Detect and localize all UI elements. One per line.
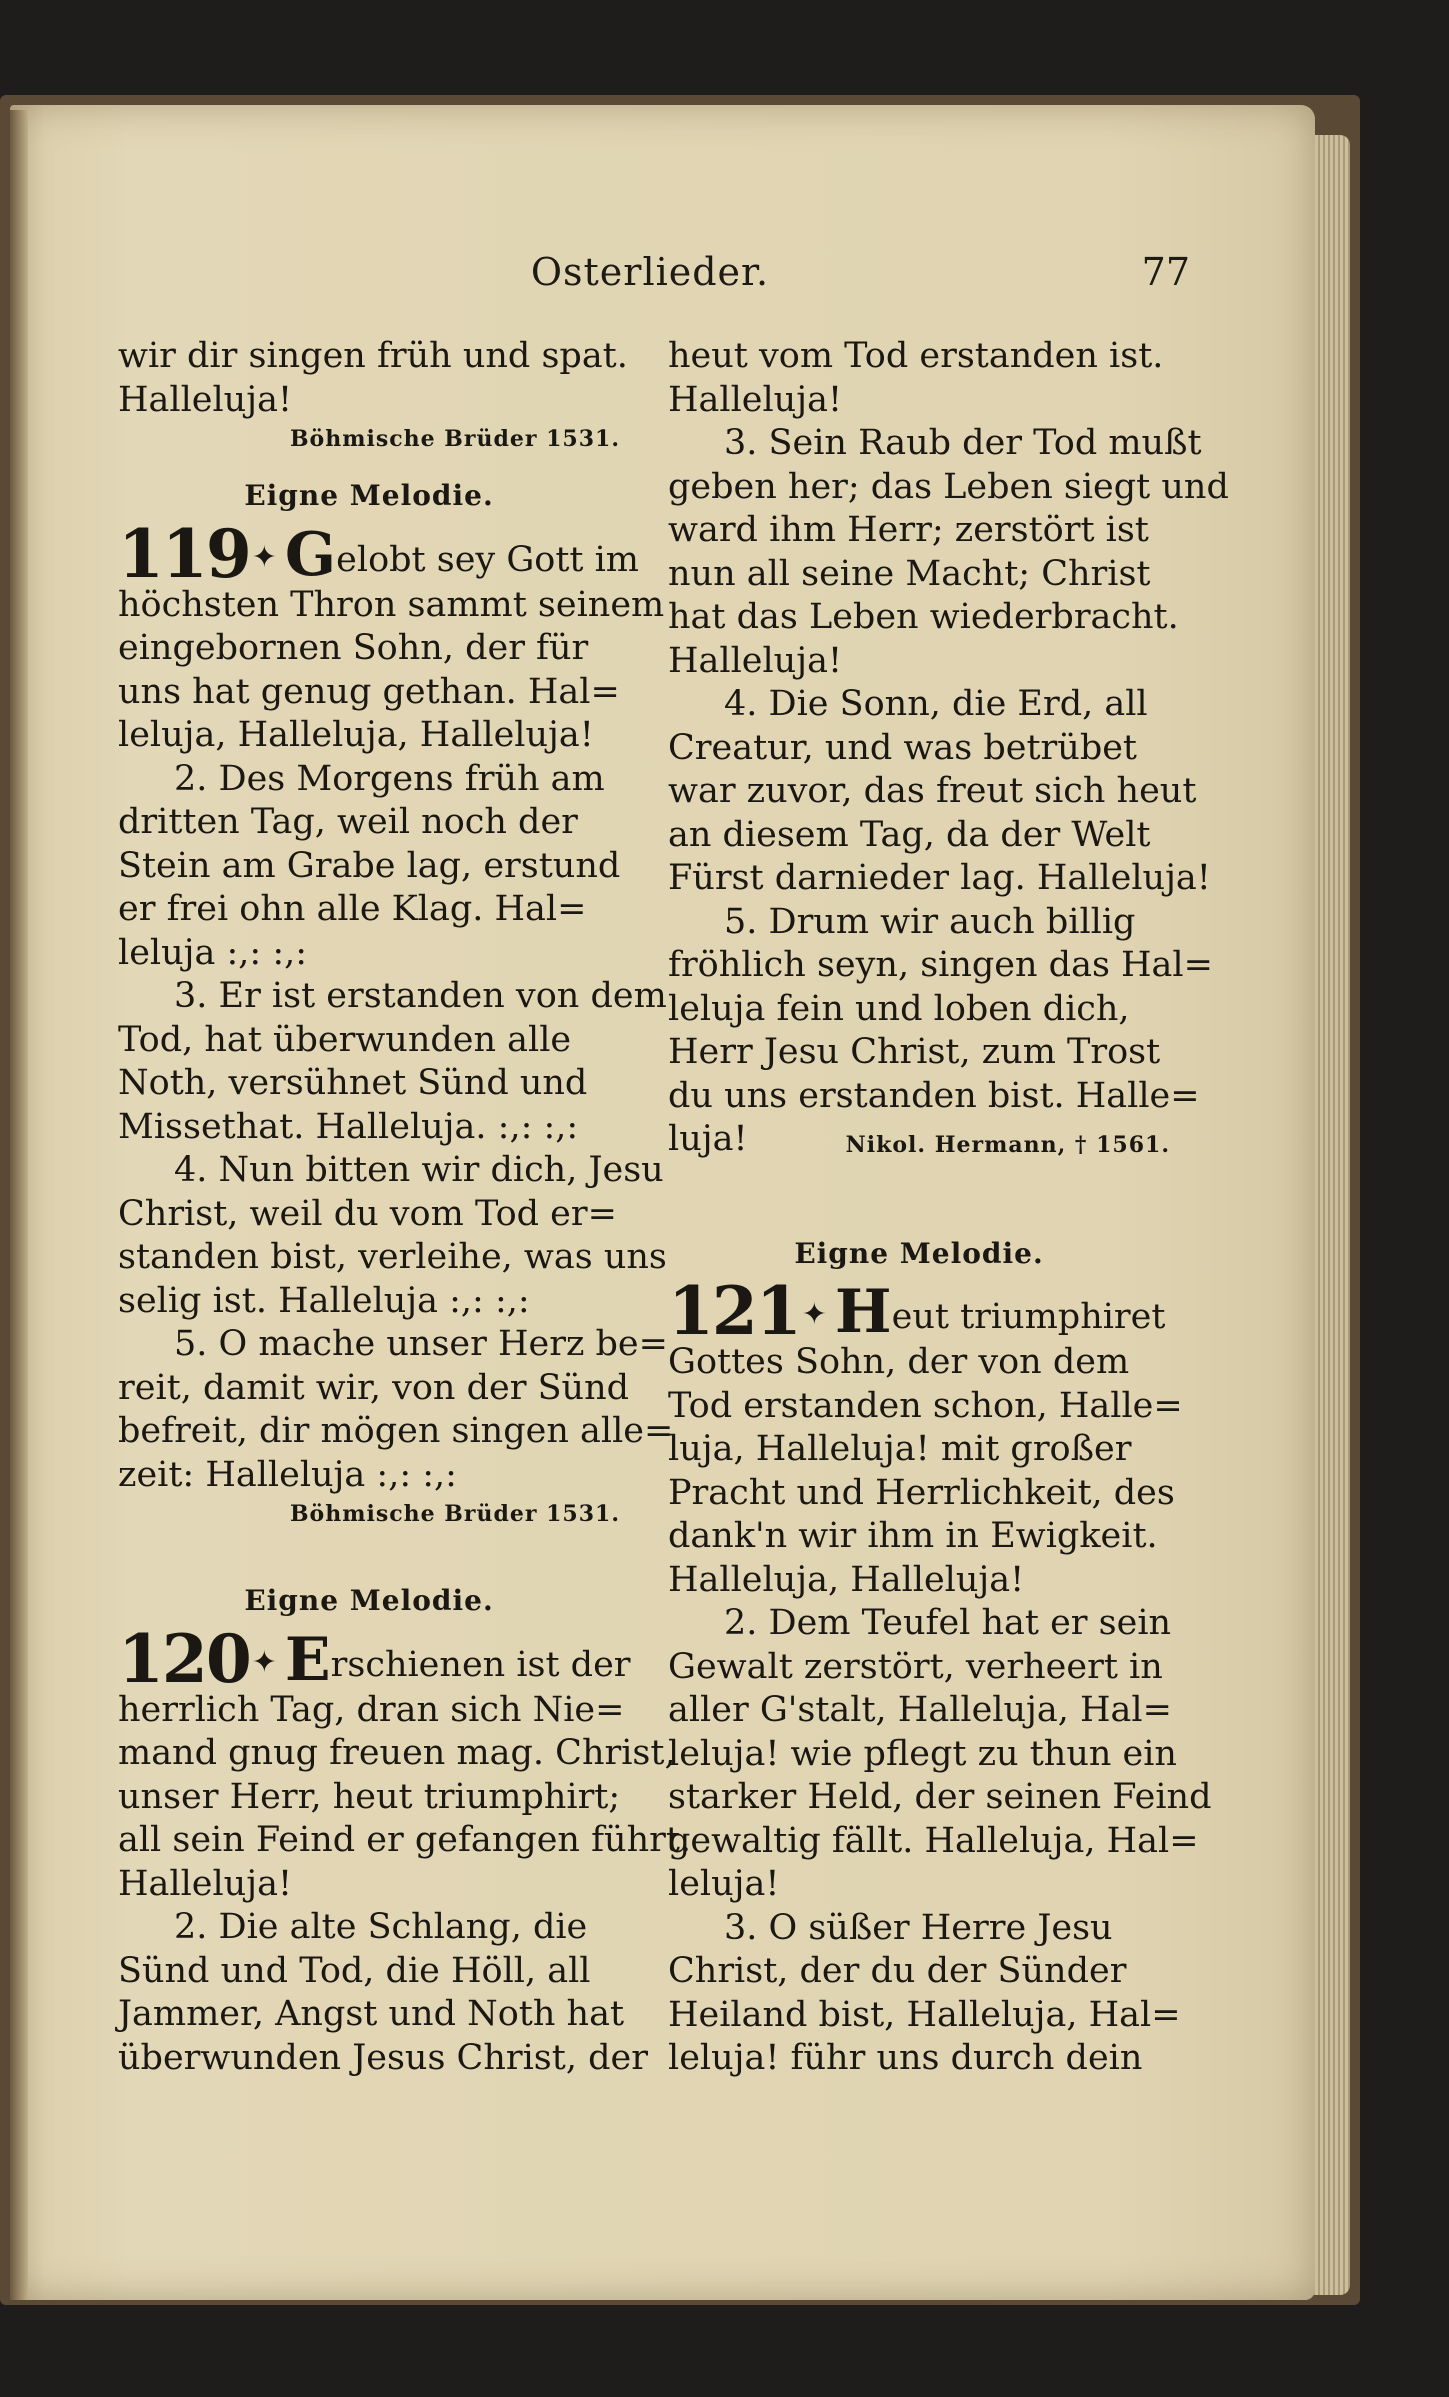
text-line: rschienen ist der [330,1644,631,1685]
text-line: war zuvor, das freut sich heut [668,771,1197,811]
text-line: er frei ohn alle Klag. Hal= [118,889,587,929]
text-line: Halleluja! [118,1863,293,1904]
text-line: unser Herr, heut triumphirt; [118,1776,621,1817]
left-column [118,335,692,2080]
text-line: luja, Halleluja! mit großer [668,1429,1132,1469]
text-line: Halleluja, Halleluja! [668,1559,1025,1600]
text-line: mand gnug freuen mag. Christ, [118,1733,676,1773]
hymn-heading-121: 121✦ Heut triumphiret [668,1272,1166,1350]
text-line: Fürst darnieder lag. Halleluja! [668,858,1211,898]
page-gutter [10,110,28,2300]
text-line: elobt sey Gott im [336,539,639,580]
text-line: gewaltig fällt. Halleluja, Hal= [668,1820,1199,1861]
text-line: herrlich Tag, dran sich Nie= [118,1689,625,1730]
melody-heading: Eigne Melodie. [244,479,494,512]
text-line: fröhlich seyn, singen das Hal= [668,945,1213,985]
hymn-heading-119: 119✦ Gelobt sey Gott im [118,514,639,593]
text-line: Christ, weil du vom Tod er= [118,1193,617,1234]
melody-heading: Eigne Melodie. [244,1584,494,1617]
text-line: Tod erstanden schon, Halle= [668,1385,1183,1426]
hymn-source: Böhmische Brüder 1531. [289,1501,620,1527]
drop-initial: G [284,519,337,590]
text-line: dank'n wir ihm in Ewigkeit. [668,1516,1158,1556]
hymn-number: 119 [118,514,250,593]
last-line-with-source [668,1118,1170,1162]
text-line: starker Held, der seinen Feind [668,1777,1212,1817]
text-line: geben her; das Leben siegt und [668,466,1229,507]
text-line: zeit: Halleluja :,: :,: [118,1454,457,1495]
text-line: Heiland bist, Halleluja, Hal= [668,1994,1181,2035]
text-line: Stein am Grabe lag, erstund [118,845,621,886]
text-line: Gewalt zerstört, verheert in [668,1646,1163,1687]
hymn-heading-120: 120✦ Erschienen ist der [118,1619,631,1698]
hymn-number: 120 [118,1619,250,1698]
text-line: leluja! wie pflegt zu thun ein [668,1733,1177,1774]
text-line: leluja :,: :,: [118,932,308,973]
text-line: standen bist, verleihe, was uns [118,1237,667,1277]
text-line: Herr Jesu Christ, zum Trost [668,1032,1161,1072]
hymn-source: Nikol. Hermann, † 1561. [845,1132,1170,1158]
text-line: Missethat. Halleluja. :,: :,: [118,1106,579,1147]
text-line: Noth, versühnet Sünd und [118,1063,588,1103]
text-line: überwunden Jesus Christ, der [118,2037,648,2078]
text-line: an diesem Tag, da der Welt [668,814,1151,855]
verse-line: 3. O süßer Herre Jesu [724,1907,1113,1948]
hymn-source: Böhmische Brüder 1531. [289,426,620,452]
text-line: aller G'stalt, Halleluja, Hal= [668,1690,1172,1730]
text-line: leluja! führ uns durch dein [668,2038,1143,2078]
verse-line: 3. Er ist erstanden von dem [174,976,667,1016]
hymn-number: 121 [668,1272,800,1350]
text-line: Pracht und Herrlichkeit, des [668,1472,1175,1513]
text-line: eut triumphiret [891,1297,1166,1337]
text-line: Sünd und Tod, die Höll, all [118,1950,591,1991]
verse-line: 5. O mache unser Herz be= [174,1324,668,1364]
text-line: höchsten Thron sammt seinem [118,584,665,625]
verse-line: 4. Nun bitten wir dich, Jesu [174,1150,664,1190]
verse-line: 2. Dem Teufel hat er sein [724,1603,1172,1643]
text-line: reit, damit wir, von der Sünd [118,1367,630,1408]
text-line: leluja, Halleluja, Halleluja! [118,715,594,755]
drop-initial: H [834,1277,892,1347]
text-line: befreit, dir mögen singen alle= [118,1411,674,1451]
text-line: Halleluja! [668,379,843,420]
text-line: dritten Tag, weil noch der [118,802,578,842]
verse-line: 3. Sein Raub der Tod mußt [724,423,1202,463]
page-header [110,250,1190,300]
drop-initial: E [284,1624,331,1695]
text-line: Tod, hat überwunden alle [118,1019,572,1060]
text-line: selig ist. Halleluja :,: :,: [118,1280,530,1321]
melody-heading: Eigne Melodie. [794,1236,1044,1270]
running-title: Osterlieder. [530,250,770,294]
text-line: ward ihm Herr; zerstört ist [668,510,1149,550]
text-line: Halleluja! [668,640,843,681]
text-line: Christ, der du der Sünder [668,1951,1127,1991]
text-line: all sein Feind er gefangen führt. [118,1820,692,1860]
text-line: uns hat genug gethan. Hal= [118,671,620,712]
text-line: Gottes Sohn, der von dem [668,1342,1130,1382]
text-line: Halleluja! [118,379,293,420]
text-line: leluja! [668,1864,780,1904]
text-line: eingebornen Sohn, der für [118,628,589,668]
verse-line: 4. Die Sonn, die Erd, all [724,684,1148,724]
text-line: heut vom Tod erstanden ist. [668,336,1164,376]
verse-line: 2. Des Morgens früh am [174,758,605,799]
right-column [668,335,1229,2081]
text-line: hat das Leben wiederbracht. [668,597,1179,637]
page-number: 77 [1141,250,1190,294]
text-line: Jammer, Angst und Noth hat [118,1994,625,2034]
text-line: luja! [668,1119,748,1159]
text-line: du uns erstanden bist. Halle= [668,1075,1200,1116]
text-line: leluja fein und loben dich, [668,988,1130,1029]
verse-line: 2. Die alte Schlang, die [174,1907,588,1947]
text-line: Creatur, und was betrübet [668,727,1137,768]
text-line: nun all seine Macht; Christ [668,553,1151,594]
verse-line: 5. Drum wir auch billig [724,901,1136,942]
text-line: wir dir singen früh und spat. [118,336,628,376]
